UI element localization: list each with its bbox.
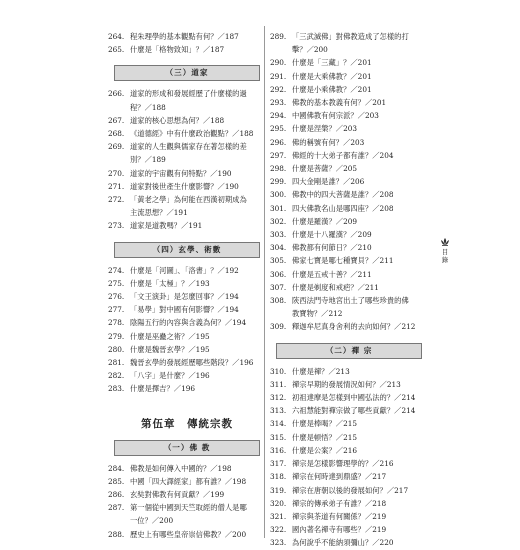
toc-entry — [270, 254, 428, 267]
toc-entry — [270, 136, 428, 149]
toc-entry — [108, 127, 266, 140]
entry-number: 272. — [108, 195, 125, 205]
entry-text: 什麼是公案？／216 — [292, 445, 358, 455]
toc-entry — [108, 219, 266, 232]
entry-number: 277. — [108, 305, 125, 315]
entry-text: 道家對後世產生什麼影響？／190 — [130, 181, 239, 191]
entry-number: 321. — [270, 511, 287, 521]
entry-number: 306. — [270, 269, 287, 279]
toc-entry — [270, 149, 428, 162]
entry-text: 一位？／200 — [130, 516, 174, 526]
toc-entry — [270, 365, 428, 378]
toc-entry — [108, 87, 266, 100]
entry-number: 298. — [270, 164, 287, 174]
entry-number: 312. — [270, 393, 287, 403]
entry-number: 274. — [108, 265, 125, 275]
entry-text: 為何說乎不能納須彌山？／220 — [292, 538, 394, 548]
entry-number: 311. — [270, 379, 287, 389]
entry-number: 315. — [270, 432, 287, 442]
entry-number: 291. — [270, 71, 287, 81]
entry-number: 297. — [270, 150, 287, 160]
entry-text: 佛家七寶是哪七種寶貝？／211 — [292, 256, 394, 266]
toc-entry — [270, 70, 428, 83]
entry-number: 289. — [270, 32, 287, 41]
entry-number: 265. — [108, 45, 125, 55]
entry-number: 303. — [270, 230, 287, 240]
entry-number: 302. — [270, 216, 287, 226]
entry-number: 264. — [108, 32, 125, 41]
entry-text: 道家的核心思想為何？／188 — [130, 115, 225, 125]
toc-entry — [270, 320, 428, 333]
toc-entry — [108, 514, 266, 527]
toc-entry — [270, 162, 428, 175]
entry-text: 佛教都有何節日？／210 — [292, 243, 372, 253]
toc-entry — [270, 470, 428, 483]
toc-entry — [270, 228, 428, 241]
entry-text: 什麼是小乘佛教？／201 — [292, 84, 372, 94]
toc-entry — [270, 307, 428, 320]
entry-text: 程朱理學的基本觀點有何？／187 — [130, 32, 239, 41]
entry-text: 道家是道教嗎？／191 — [130, 221, 203, 231]
toc-entry — [108, 290, 266, 303]
entry-text: 什麼是巫蠱之術？／195 — [130, 331, 210, 341]
entry-number: 299. — [270, 177, 287, 187]
entry-number: 305. — [270, 256, 287, 266]
entry-number: 295. — [270, 124, 287, 134]
entry-number: 284. — [108, 463, 125, 473]
entry-number: 281. — [108, 358, 125, 368]
toc-entry — [108, 264, 266, 277]
toc-entry — [108, 369, 266, 382]
entry-text: 道家的形成和發展經歷了什麼樣的過 — [130, 89, 247, 99]
toc-entry — [108, 277, 266, 290]
entry-text: 國內著名禪寺有哪些？／219 — [292, 525, 387, 535]
entry-text: 什麼是五戒十善？／211 — [292, 269, 372, 279]
entry-text: 什麼是涅槃？／203 — [292, 124, 358, 134]
toc-entry — [108, 462, 266, 475]
toc-entry — [108, 316, 266, 329]
entry-number: 273. — [108, 221, 125, 231]
toc-entry — [270, 56, 428, 69]
entry-text: 什麼是剃度和戒疤？／211 — [292, 282, 379, 292]
toc-entry — [270, 202, 428, 215]
toc-entry — [270, 96, 428, 109]
entry-text: 釋迦牟尼真身舍利的去向如何？／212 — [292, 322, 416, 332]
entry-text: 玄奘對佛教有何貢獻？／199 — [130, 490, 225, 500]
entry-text: 佛的稱號有何？／203 — [292, 137, 365, 147]
entry-number: 319. — [270, 485, 287, 495]
entry-number: 296. — [270, 137, 287, 147]
entry-number: 288. — [108, 529, 125, 539]
left-column — [108, 30, 266, 541]
toc-entry — [108, 501, 266, 514]
toc-entry — [270, 268, 428, 281]
entry-number: 282. — [108, 371, 125, 381]
entry-text: 佛教的基本教義有何？／201 — [292, 98, 387, 108]
entry-text: 四大金剛是誰？／206 — [292, 177, 365, 187]
side-tab-label: 目錄 — [441, 248, 449, 264]
entry-text: 中國佛教有何宗派？／203 — [292, 111, 379, 121]
entry-text: 陝西法門寺地宮出土了哪些珍貴的佛 — [292, 296, 409, 306]
toc-entry — [108, 488, 266, 501]
entry-text: 擊？／200 — [292, 45, 328, 55]
section-heading-zen: （二）禪 宗 — [276, 343, 422, 359]
toc-entry — [270, 294, 428, 307]
toc-entry — [108, 356, 266, 369]
entry-text: 禪宗的傳承弟子有誰？／218 — [292, 498, 387, 508]
entry-number: 283. — [108, 384, 125, 394]
entry-text: 六祖慧能對禪宗做了哪些貢獻？／214 — [292, 406, 416, 416]
toc-entry — [270, 417, 428, 430]
toc-entry — [270, 523, 428, 536]
entry-number: 307. — [270, 282, 287, 292]
entry-number: 293. — [270, 98, 287, 108]
entry-text: 禪宗在何時達到鼎盛？／217 — [292, 472, 387, 482]
entry-number: 270. — [108, 168, 125, 178]
section-heading-buddhism: （一）佛 教 — [114, 440, 260, 456]
entry-number: 314. — [270, 419, 287, 429]
toc-entry — [270, 109, 428, 122]
entry-text: 「三武滅佛」對佛教造成了怎樣的打 — [292, 32, 409, 41]
entry-text: 佛教中的四大菩薩是誰？／208 — [292, 190, 394, 200]
toc-entry — [108, 153, 266, 166]
entry-text: 什麼是棒喝？／215 — [292, 419, 358, 429]
entry-number: 292. — [270, 84, 287, 94]
entry-text: 初祖達摩是怎樣到中國弘法的？／214 — [292, 393, 416, 403]
toc-entry — [270, 431, 428, 444]
lotus-icon — [440, 238, 450, 246]
toc-entry — [270, 83, 428, 96]
toc-entry — [270, 188, 428, 201]
entry-text: 禪宗在唐朝以後的發展如何？／217 — [292, 485, 409, 495]
entry-text: 第一個從中國到天竺取經的僧人是哪 — [130, 503, 247, 513]
entry-text: 什麼是魏晉玄學？／195 — [130, 344, 210, 354]
entry-text: 別？／189 — [130, 155, 166, 165]
entry-text: 四大佛教名山是哪四座？／208 — [292, 203, 394, 213]
entry-number: 287. — [108, 503, 125, 513]
entry-number: 276. — [108, 292, 125, 302]
chapter-title: 第伍章 傳統宗教 — [141, 417, 233, 430]
entry-number: 266. — [108, 89, 125, 99]
entry-number: 268. — [108, 129, 125, 139]
toc-entry — [270, 30, 428, 43]
entry-text: 禪宗與茶道有何關係？／219 — [292, 511, 387, 521]
toc-entry — [270, 444, 428, 457]
toc-entry — [108, 193, 266, 206]
entry-text: 「文王演卦」是怎麼回事？／194 — [130, 292, 239, 302]
entry-text: 《道德經》中有什麼政治觀點？／188 — [130, 129, 254, 139]
entry-text: 歷史上有哪些皇帝崇信佛教？／200 — [130, 529, 247, 539]
toc-entry — [108, 43, 266, 56]
entry-number: 300. — [270, 190, 287, 200]
toc-entry — [108, 30, 266, 43]
entry-text: 什麼是「河圖」、「洛書」？／192 — [130, 265, 239, 275]
toc-entry — [108, 167, 266, 180]
toc-entry — [108, 343, 266, 356]
entry-number: 304. — [270, 243, 287, 253]
entry-list — [108, 264, 266, 396]
entry-number: 271. — [108, 181, 125, 191]
entry-text: 什麼是大乘佛教？／201 — [292, 71, 372, 81]
entry-text: 什麼是頓悟？／215 — [292, 432, 358, 442]
toc-entry — [270, 391, 428, 404]
entry-number: 267. — [108, 115, 125, 125]
entry-text: 什麼是「格物致知」？／187 — [130, 45, 225, 55]
entry-text: 「易學」對中國有何影響？／194 — [130, 305, 239, 315]
toc-entry — [270, 510, 428, 523]
entry-number: 301. — [270, 203, 287, 213]
entry-text: 什麼是「三藏」？／201 — [292, 58, 372, 68]
toc-entry — [108, 101, 266, 114]
entry-text: 什麼是「太極」？／193 — [130, 278, 210, 288]
entry-number: 310. — [270, 366, 287, 376]
entry-number: 279. — [108, 331, 125, 341]
entry-text: 「黃老之學」為何能在西漢初期成為 — [130, 195, 247, 205]
toc-entry — [108, 206, 266, 219]
entry-text: 什麼是菩薩？／205 — [292, 164, 358, 174]
entry-number: 309. — [270, 322, 287, 332]
toc-entry — [270, 378, 428, 391]
side-tab[interactable] — [440, 238, 450, 264]
entry-number: 323. — [270, 538, 287, 548]
toc-entry — [108, 114, 266, 127]
entry-number: 290. — [270, 58, 287, 68]
entry-text: 佛經的十大弟子都有誰？／204 — [292, 150, 394, 160]
entry-number: 313. — [270, 406, 287, 416]
entry-number: 318. — [270, 472, 287, 482]
section-heading-daoism: （三）道家 — [114, 65, 260, 81]
entry-list — [108, 30, 266, 56]
toc-entry — [270, 215, 428, 228]
toc-entry — [270, 241, 428, 254]
entry-text: 佛教是如何傳入中國的？／198 — [130, 463, 232, 473]
entry-text: 中國「四大譯經家」都有誰？／198 — [130, 476, 247, 486]
entry-text: 什麼是羅漢？／209 — [292, 216, 358, 226]
toc-entry — [108, 303, 266, 316]
right-column — [270, 30, 428, 550]
entry-number: 275. — [108, 278, 125, 288]
entry-text: 禪宗早期的發展情況如何？／213 — [292, 379, 401, 389]
entry-number: 316. — [270, 445, 287, 455]
toc-entry — [270, 484, 428, 497]
toc-entry — [270, 497, 428, 510]
section-heading-metaphysics: （四）玄學、術數 — [114, 242, 260, 258]
entry-text: 什麼是擇吉？／196 — [130, 384, 196, 394]
entry-number: 322. — [270, 525, 287, 535]
toc-entry — [108, 528, 266, 541]
entry-text: 教寶物？／212 — [292, 309, 343, 319]
entry-text: 道家的人生觀與儒家存在著怎樣的差 — [130, 142, 247, 152]
entry-list — [270, 365, 428, 550]
toc-entry — [108, 140, 266, 153]
toc-entry — [270, 122, 428, 135]
toc-entry — [108, 475, 266, 488]
entry-number: 308. — [270, 296, 287, 306]
toc-entry — [108, 382, 266, 395]
entry-text: 程？／188 — [130, 102, 166, 112]
entry-text: 陰陽五行的內容與含義為何？／194 — [130, 318, 247, 328]
entry-number: 280. — [108, 344, 125, 354]
entry-text: 主流思想？／191 — [130, 208, 188, 218]
toc-entry — [108, 180, 266, 193]
toc-entry — [270, 175, 428, 188]
toc-entry — [270, 536, 428, 549]
entry-text: 魏晉玄學的發展經歷哪些階段？／196 — [130, 358, 254, 368]
entry-text: 道家的宇宙觀有何特點？／190 — [130, 168, 232, 178]
entry-text: 禪宗是怎樣影響理學的？／216 — [292, 459, 394, 469]
toc-entry — [270, 457, 428, 470]
entry-text: 什麼是禪？／213 — [292, 366, 350, 376]
entry-list — [108, 87, 266, 232]
entry-number: 278. — [108, 318, 125, 328]
entry-text: 「八字」是什麼？／196 — [130, 371, 210, 381]
entry-number: 320. — [270, 498, 287, 508]
toc-entry — [270, 281, 428, 294]
entry-text: 什麼是十八羅漢？／209 — [292, 230, 372, 240]
entry-list — [270, 30, 428, 334]
entry-number: 285. — [108, 476, 125, 486]
entry-number: 317. — [270, 459, 287, 469]
toc-entry — [108, 330, 266, 343]
toc-entry — [270, 404, 428, 417]
entry-number: 286. — [108, 490, 125, 500]
toc-entry — [270, 43, 428, 56]
entry-list — [108, 462, 266, 541]
entry-number: 294. — [270, 111, 287, 121]
entry-number: 269. — [108, 142, 125, 152]
